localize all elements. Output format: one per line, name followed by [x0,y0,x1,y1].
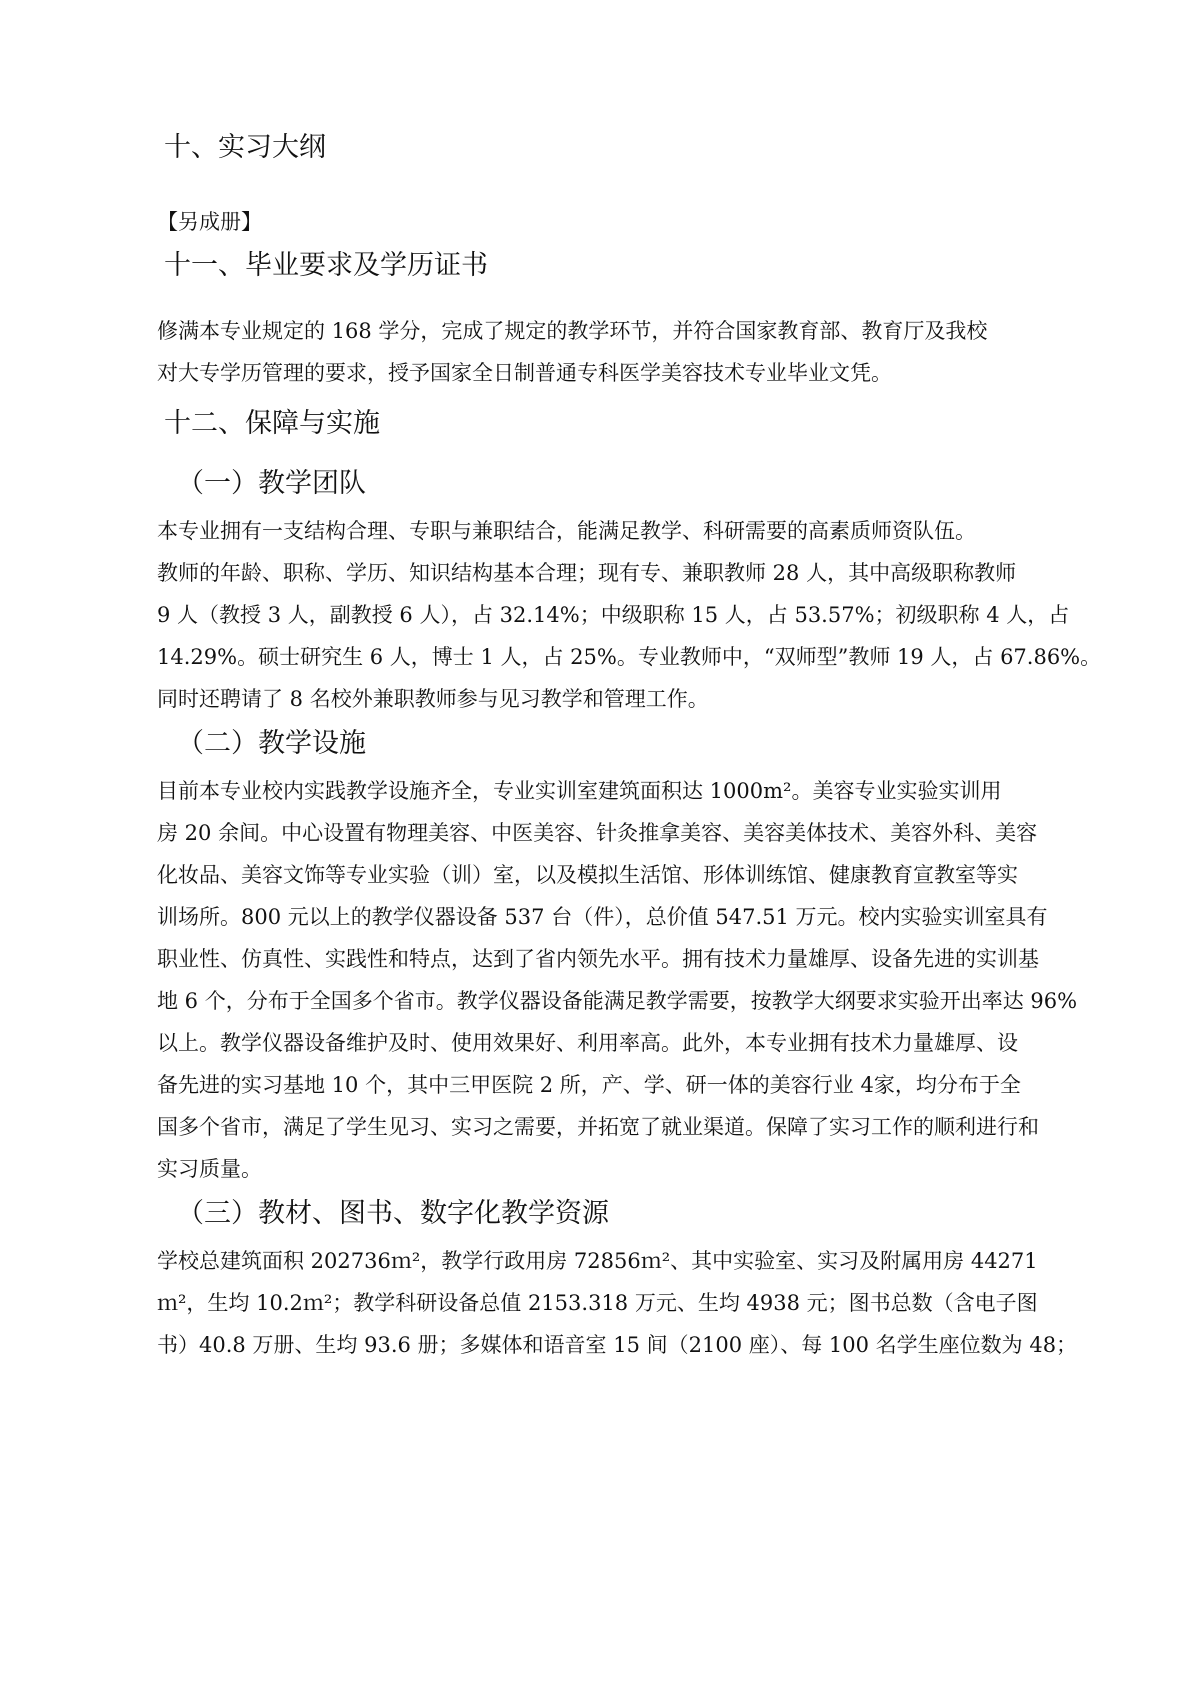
text-line: 职业性、仿真性、实践性和特点，达到了省内领先水平。拥有技术力量雄厚、设备先进的实训基 [157,947,1039,971]
text-line: 9 人（教授 3 人，副教授 6 人），占 32.14%；中级职称 15 人，占 53.57%；初级职称 4 人，占 [157,603,1070,627]
text-line: 备先进的实习基地 10 个，其中三甲医院 2 所，产、学、研一体的美容行业 4家，均分布于全 [157,1073,1021,1097]
section-12-title: 十二、保障与实施 [164,408,380,439]
text-line: 以上。教学仪器设备维护及时、使用效果好、利用率高。此外，本专业拥有技术力量雄厚、设 [157,1031,1018,1055]
subsection-1-title: （一）教学团队 [177,468,366,499]
subsection-3-body [157,1240,1078,1366]
text-line: 14.29%。硕士研究生 6 人，博士 1 人，占 25%。专业教师中，“双师型”教师 19 人，占 67.86%。 [157,645,1102,669]
text-line: ｍ²，生均 10.2ｍ²；教学科研设备总值 2153.318 万元、生均 4938 元；图书总数（含电子图 [157,1291,1038,1315]
subsection-1-body [157,510,1102,720]
subsection-2-body [157,770,1078,1190]
subsection-3-title: （三）教材、图书、数字化教学资源 [177,1198,609,1229]
section-11-title: 十一、毕业要求及学历证书 [164,250,488,281]
text-line: 学校总建筑面积 202736ｍ²，教学行政用房 72856ｍ²、其中实验室、实习及附属用房 44271 [157,1249,1038,1273]
text-line: 修满本专业规定的 168 学分，完成了规定的教学环节，并符合国家教育部、教育厅及我校 [157,319,988,343]
section-10-note: 【另成册】 [157,210,262,234]
subsection-2-title: （二）教学设施 [177,728,366,759]
text-line: 实习质量。 [157,1157,262,1181]
text-line: 训场所。800 元以上的教学仪器设备 537 台（件），总价值 547.51 万元。校内实验实训室具有 [157,905,1048,929]
text-line: 目前本专业校内实践教学设施齐全，专业实训室建筑面积达 1000m²。美容专业实验实训用 [157,779,1002,803]
text-line: 书）40.8 万册、生均 93.6 册；多媒体和语音室 15 间（2100 座）、每 100 名学生座位数为 48； [157,1333,1078,1357]
text-line: 房 20 余间。中心设置有物理美容、中医美容、针灸推拿美容、美容美体技术、美容外科、美容 [157,821,1038,845]
text-line: 国多个省市，满足了学生见习、实习之需要，并拓宽了就业渠道。保障了实习工作的顺利进行和 [157,1115,1039,1139]
section-11-body [157,310,1035,394]
text-line: 本专业拥有一支结构合理、专职与兼职结合，能满足教学、科研需要的高素质师资队伍。 [157,519,976,543]
section-10-title: 十、实习大纲 [164,132,326,163]
text-line: 同时还聘请了 8 名校外兼职教师参与见习教学和管理工作。 [157,687,709,711]
top-margin [157,0,1035,128]
text-line: 对大专学历管理的要求，授予国家全日制普通专科医学美容技术专业毕业文凭。 [157,361,892,385]
text-line: 地 6 个，分布于全国多个省市。教学仪器设备能满足教学需要，按教学大纲要求实验开出率达 96% [157,989,1078,1013]
text-line: 化妆品、美容文饰等专业实验（训）室，以及模拟生活馆、形体训练馆、健康教育宣教室等实 [157,863,1018,887]
text-line: 教师的年龄、职称、学历、知识结构基本合理；现有专、兼职教师 28 人，其中高级职称教师 [157,561,1017,585]
